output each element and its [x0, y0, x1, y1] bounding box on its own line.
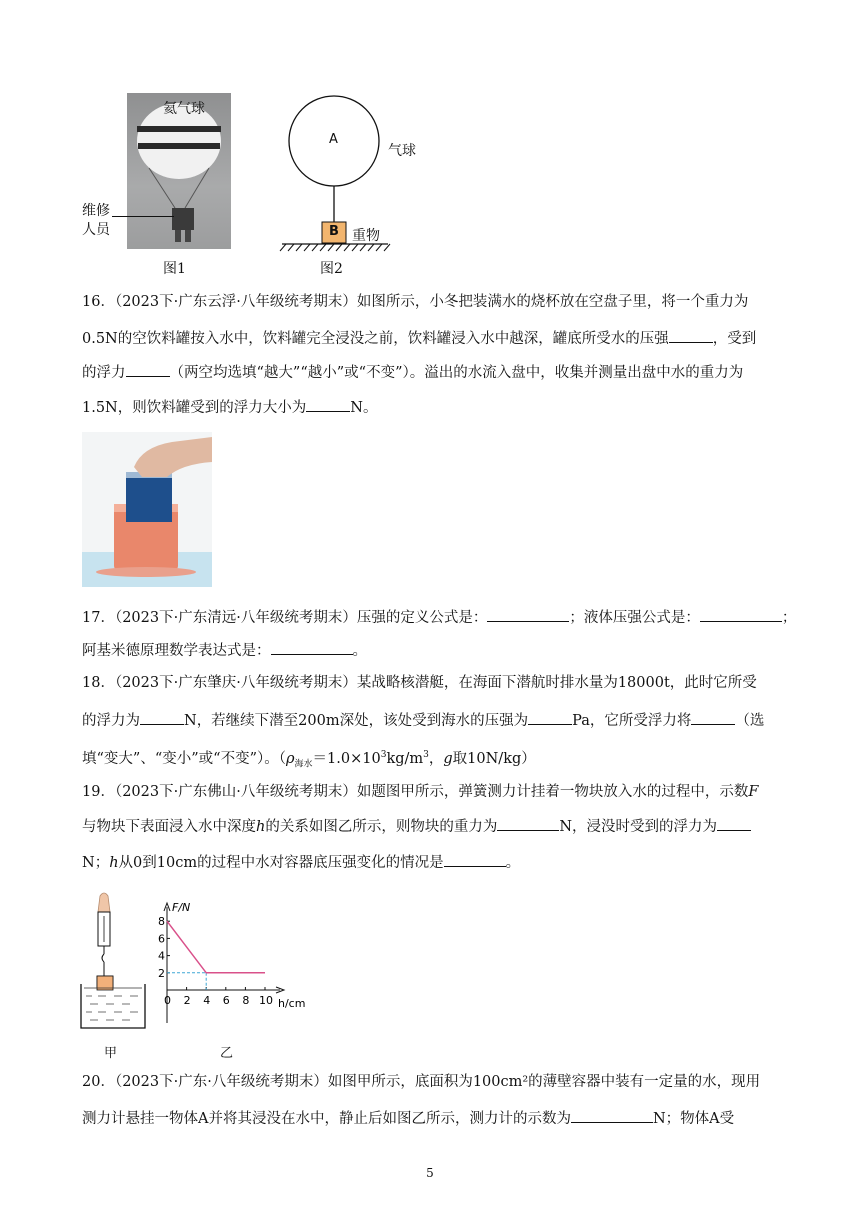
balloon-diagram — [268, 88, 428, 258]
y-tick-label-6: 6 — [158, 932, 165, 946]
balloon-label: 氦气球 — [163, 101, 205, 117]
q17-text1b: ；液体压强公式是： — [569, 610, 700, 626]
q17-text2a: 阿基米德原理数学表达式是： — [82, 643, 271, 659]
q17-blank3[interactable] — [271, 640, 353, 655]
q17-line2 — [82, 640, 367, 661]
q18-text2a: 的浮力为 — [82, 713, 140, 729]
fig-jia-caption: 甲 — [104, 1046, 118, 1061]
diagram-label-weight: 重物 — [352, 228, 380, 244]
q17-blank1[interactable] — [487, 607, 569, 622]
q17-text2b: 。 — [352, 643, 367, 659]
q20-line2 — [82, 1108, 734, 1129]
q16-blank1[interactable] — [669, 328, 713, 343]
q16-blank3[interactable] — [306, 397, 350, 412]
q18-line3 — [82, 745, 536, 775]
q16-text4b: N。 — [350, 400, 378, 416]
q16-text3b: （两空均选填“越大”“越小”或“不变”）。溢出的水流入盘中，收集并测量出盘中水的重力为 — [169, 365, 744, 381]
q18-line2 — [82, 710, 764, 731]
y-tick-label-4: 4 — [158, 949, 165, 963]
worker-label-2: 人员 — [82, 222, 110, 238]
q16-line1 — [82, 292, 748, 312]
y-axis-label: F/N — [172, 901, 191, 914]
q18-text3c: kg/m — [386, 750, 424, 767]
q19-line3 — [82, 852, 520, 873]
rho-symbol: ρ — [285, 750, 295, 767]
diagram-label-balloon: 气球 — [388, 143, 416, 159]
F-symbol: F — [748, 784, 759, 800]
x-axis-label: h/cm — [278, 997, 306, 1010]
q18-blank3[interactable] — [691, 710, 735, 725]
q18-exponent2: 3 — [423, 750, 429, 760]
q18-text1: 18．（2023下·广东肇庆·八年级统考期末）某战略核潜艇，在海面下潜航时排水量为18000t，此时它所受 — [82, 675, 757, 691]
q19-blank2[interactable] — [717, 816, 751, 831]
q19-text3b: 从0到10cm的过程中水对容器底压强变化的情况是 — [118, 855, 444, 871]
q20-text1: 20．（2023下·广东·八年级统考期末）如图甲所示，底面积为100cm²的薄壁容器中装有一定量的水，现用 — [82, 1074, 761, 1090]
q16-line3 — [82, 362, 743, 383]
q17-text1c: ； — [781, 610, 797, 626]
figure2-caption: 图2 — [320, 261, 343, 277]
q17-blank2[interactable] — [700, 607, 782, 622]
q16-text2b: ，受到 — [712, 331, 757, 347]
g-symbol: g — [443, 750, 453, 767]
q18-text2d: （选 — [735, 713, 765, 729]
q19-line2 — [82, 816, 751, 837]
page-number: 5 — [426, 1166, 434, 1180]
q17-line1 — [82, 607, 796, 628]
q18-text2c: Pa，它所受浮力将 — [572, 713, 692, 729]
worker-pointer-line — [112, 216, 174, 217]
q18-text3e: 取10N/kg） — [452, 750, 536, 767]
q19-blank3[interactable] — [444, 852, 506, 867]
h-symbol-2: h — [109, 855, 119, 871]
x-tick-label-8: 8 — [242, 994, 250, 1007]
rho-subscript: 海水 — [294, 759, 313, 770]
q16-text2a: 0.5N的空饮料罐按入水中，饮料罐完全浸没之前，饮料罐浸入水中越深，罐底所受水的压强 — [82, 331, 669, 347]
q18-blank1[interactable] — [140, 710, 184, 725]
q20-text2b: N；物体A受 — [652, 1111, 735, 1127]
y-tick-label-2: 2 — [158, 966, 165, 980]
worker-label-1: 维修 — [82, 203, 110, 219]
q16-text4a: 1.5N，则饮料罐受到的浮力大小为 — [82, 400, 307, 416]
q19-text2c: N，浸没时受到的浮力为 — [559, 819, 718, 835]
q18-blank2[interactable] — [528, 710, 572, 725]
q19-line1 — [82, 782, 758, 802]
balloon-photo — [127, 93, 231, 249]
q16-text1: 16．（2023下·广东云浮·八年级统考期末）如图所示，小冬把装满水的烧杯放在空盘子里，将一个重力为 — [82, 294, 749, 310]
can-in-water-photo — [82, 432, 212, 587]
x-tick-label-4: 4 — [203, 994, 211, 1007]
x-tick-label-10: 10 — [259, 994, 273, 1007]
q16-line4 — [82, 397, 377, 418]
q18-text3a: 填“变大”、“变小”或“不变”）。（ — [82, 750, 286, 767]
h-symbol: h — [256, 819, 266, 835]
q20-blank1[interactable] — [571, 1108, 653, 1123]
q17-text1a: 17．（2023下·广东清远·八年级统考期末）压强的定义公式是： — [82, 610, 488, 626]
diagram-label-a: A — [329, 132, 338, 147]
force-depth-chart — [150, 895, 320, 1035]
q19-text3c: 。 — [505, 855, 521, 871]
q18-text3b: ＝1.0×10 — [312, 750, 381, 767]
q19-text1a: 19．（2023下·广东佛山·八年级统考期末）如题图甲所示，弹簧测力计挂着一物块放入水的过程中，示数 — [82, 784, 749, 800]
x-tick-label-0: 0 — [164, 994, 171, 1007]
q16-line2 — [82, 328, 756, 349]
q19-text3a: N； — [82, 855, 110, 871]
q20-text2a: 测力计悬挂一物体A并将其浸没在水中，静止后如图乙所示，测力计的示数为 — [82, 1111, 571, 1127]
y-tick-label-8: 8 — [158, 915, 165, 929]
q19-text2a: 与物块下表面浸入水中深度 — [82, 819, 256, 835]
series-line-F — [167, 921, 265, 973]
x-tick-label-6: 6 — [222, 994, 230, 1007]
figure1-caption: 图1 — [163, 261, 186, 277]
x-tick-label-2: 2 — [183, 994, 191, 1007]
q16-blank2[interactable] — [126, 362, 170, 377]
fig-yi-caption: 乙 — [220, 1046, 234, 1061]
q19-blank1[interactable] — [497, 816, 559, 831]
q19-text2b: 的关系如图乙所示，则物块的重力为 — [265, 819, 498, 835]
q18-text3d: ， — [428, 750, 444, 767]
spring-scale-diagram — [78, 890, 148, 1035]
q16-text3a: 的浮力 — [82, 365, 126, 381]
q18-text2b: N，若继续下潜至200m深处，该处受到海水的压强为 — [184, 713, 529, 729]
q18-exponent: 3 — [380, 750, 387, 760]
diagram-label-b: B — [329, 224, 339, 239]
q20-line1 — [82, 1072, 760, 1092]
q18-line1 — [82, 673, 757, 693]
